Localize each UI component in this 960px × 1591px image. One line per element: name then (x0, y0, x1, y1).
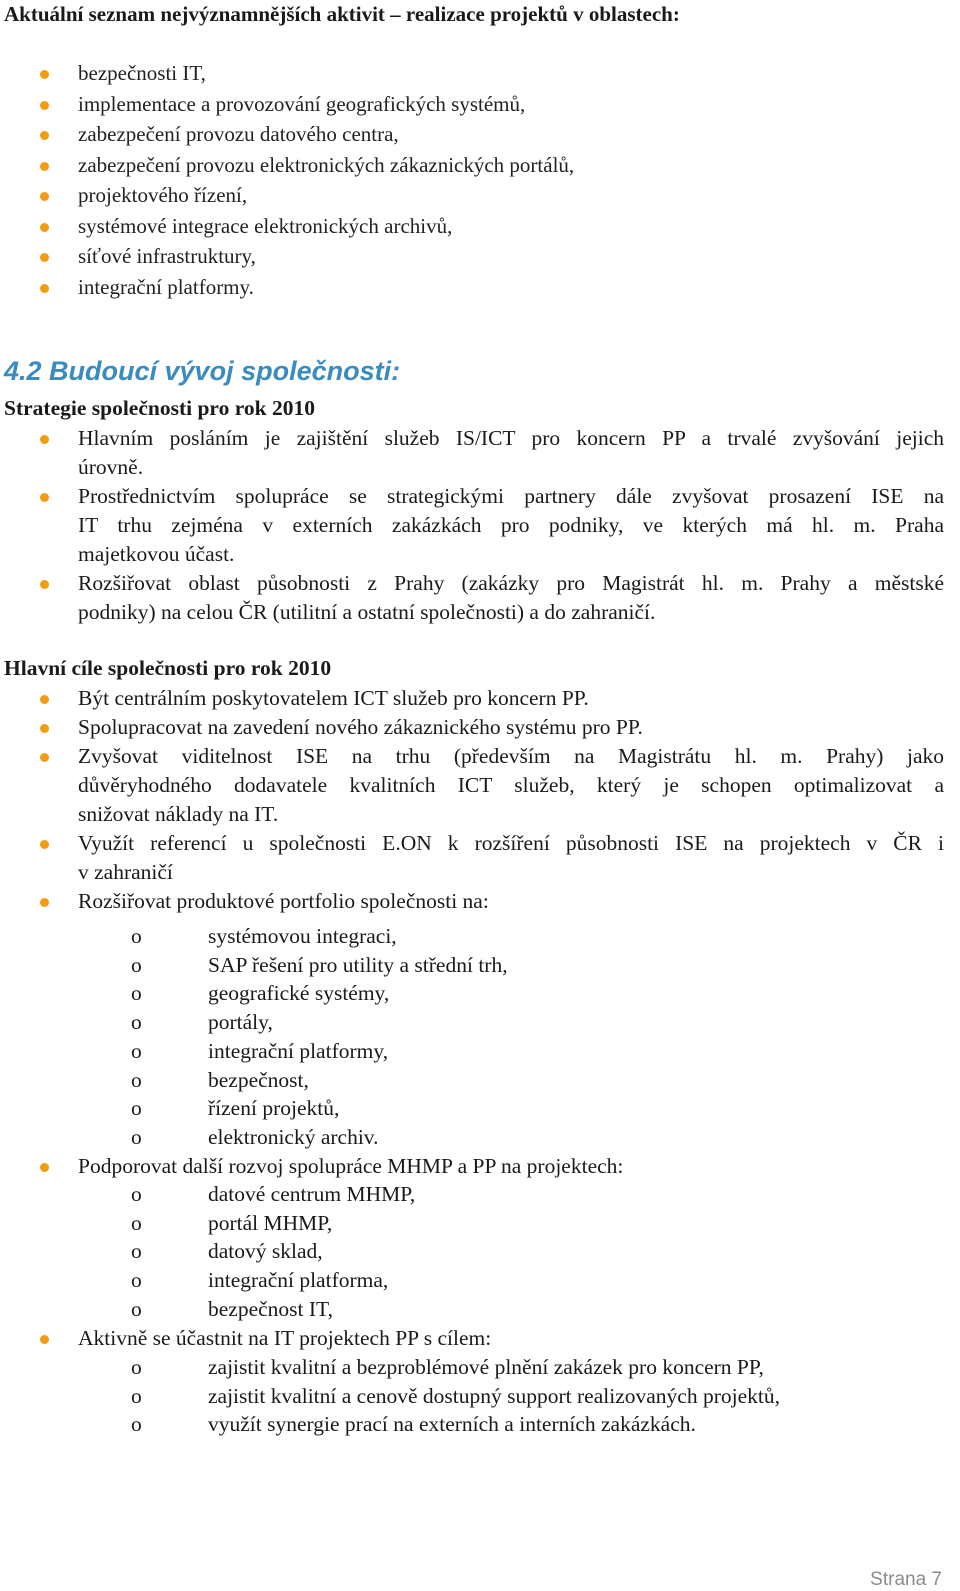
sub-list-item: o portál MHMP, (0, 1209, 415, 1238)
sub-bullet-icon: o (131, 1296, 142, 1321)
bullet-icon (40, 840, 49, 849)
bullet-icon (40, 223, 49, 232)
list-item: Spolupracovat na zavedení nového zákaznického systému pro PP. (0, 713, 944, 742)
sub-list-item: o portály, (0, 1008, 508, 1037)
bullet-icon (40, 131, 49, 140)
bullet-icon (40, 1335, 49, 1344)
bullet-icon (40, 898, 49, 907)
sub-bullet-icon: o (131, 924, 142, 948)
goals-list (0, 684, 944, 916)
list-item: Hlavním posláním je zajištění služeb IS/ICT pro koncern PP a trvalé zvyšování jejich úrovně. (0, 424, 944, 482)
sub-bullet-icon: o (131, 1182, 142, 1206)
intro-heading: Aktuální seznam nejvýznamnějších aktivit – realizace projektů v oblastech: (4, 2, 680, 26)
bullet-icon (40, 101, 49, 110)
sub-list-item: o SAP řešení pro utility a střední trh, (0, 951, 508, 980)
bullet-icon (40, 695, 49, 704)
bullet-icon (40, 493, 49, 502)
sub-list-item: o zajistit kvalitní a cenově dostupný support realizovaných projektů, (0, 1382, 780, 1411)
sub-bullet-icon: o (131, 1010, 142, 1035)
sub-bullet-icon: o (131, 1355, 142, 1379)
list-item: bezpečnosti IT, (0, 58, 574, 89)
portfolio-sublist (0, 922, 508, 1152)
sub-bullet-icon: o (131, 981, 142, 1006)
sub-bullet-icon: o (131, 1096, 142, 1121)
sub-bullet-icon: o (131, 1124, 142, 1149)
list-item: projektového řízení, (0, 180, 574, 211)
list-item: síťové infrastruktury, (0, 241, 574, 272)
sub-list-item: o využít synergie prací na externích a interních zakázkách. (0, 1410, 780, 1439)
strategy-title: Strategie společnosti pro rok 2010 (4, 396, 315, 420)
section-heading: 4.2 Budoucí vývoj společnosti: (4, 356, 401, 386)
sub-list-item: o systémovou integraci, (0, 922, 508, 951)
bullet-icon (40, 70, 49, 79)
sub-bullet-icon: o (131, 1210, 142, 1235)
list-item: Využít referencí u společnosti E.ON k rozšíření působnosti ISE na projektech v ČR i v zahraničí (0, 829, 944, 887)
list-item: zabezpečení provozu datového centra, (0, 119, 574, 150)
bullet-icon (40, 162, 49, 171)
sub-list-item: o integrační platformy, (0, 1037, 508, 1066)
bullet-icon (40, 253, 49, 262)
list-item: Aktivně se účastnit na IT projektech PP s cílem: (0, 1324, 944, 1353)
bullet-icon (40, 1163, 49, 1172)
sub-bullet-icon: o (131, 1239, 142, 1264)
sub-bullet-icon: o (131, 1383, 142, 1408)
bullet-icon (40, 192, 49, 201)
bullet-icon (40, 284, 49, 293)
bullet-icon (40, 753, 49, 762)
sub-list-item: o integrační platforma, (0, 1266, 415, 1295)
sub-list-item: o bezpečnost IT, (0, 1295, 415, 1324)
goals-list-continued-2 (0, 1324, 944, 1353)
page-number: Strana 7 (870, 1569, 942, 1590)
sub-list-item: o datový sklad, (0, 1237, 415, 1266)
list-item: zabezpečení provozu elektronických zákaznických portálů, (0, 150, 574, 181)
goals-title: Hlavní cíle společnosti pro rok 2010 (4, 656, 332, 680)
goals-list-continued (0, 1152, 944, 1181)
list-item: Být centrálním poskytovatelem ICT služeb pro koncern PP. (0, 684, 944, 713)
sub-list-item: o geografické systémy, (0, 979, 508, 1008)
sub-list-item: o bezpečnost, (0, 1066, 508, 1095)
sub-bullet-icon: o (131, 1038, 142, 1063)
it-projects-sublist (0, 1353, 780, 1439)
bullet-icon (40, 580, 49, 589)
sub-list-item: o datové centrum MHMP, (0, 1180, 415, 1209)
list-item: Rozšiřovat produktové portfolio společnosti na: (0, 887, 944, 916)
activities-list (0, 58, 574, 302)
sub-bullet-icon: o (131, 1067, 142, 1092)
list-item: implementace a provozování geografických systémů, (0, 89, 574, 120)
list-item: Podporovat další rozvoj spolupráce MHMP a PP na projektech: (0, 1152, 944, 1181)
list-item: Zvyšovat viditelnost ISE na trhu (především na Magistrátu hl. m. Prahy) jako důvěryhodného dodavatele kvalitních ICT služeb, který je schopen optimalizovat a snižovat náklady na IT. (0, 742, 944, 829)
sub-bullet-icon: o (131, 952, 142, 977)
sub-list-item: o elektronický archiv. (0, 1123, 508, 1152)
sub-bullet-icon: o (131, 1412, 142, 1437)
bullet-icon (40, 435, 49, 444)
list-item: integrační platformy. (0, 272, 574, 303)
sub-list-item: o zajistit kvalitní a bezproblémové plnění zakázek pro koncern PP, (0, 1353, 780, 1382)
sub-bullet-icon: o (131, 1268, 142, 1293)
list-item: Prostřednictvím spolupráce se strategickými partnery dále zvyšovat prosazení ISE na IT trhu zejména v externích zakázkách pro podniky, ve kterých má hl. m. Praha majetkovou účast. (0, 482, 944, 569)
list-item: systémové integrace elektronických archivů, (0, 211, 574, 242)
list-item: Rozšiřovat oblast působnosti z Prahy (zakázky pro Magistrát hl. m. Prahy a městské podniky) na celou ČR (utilitní a ostatní společnosti) a do zahraničí. (0, 569, 944, 627)
strategy-list (0, 424, 944, 627)
mhmp-sublist (0, 1180, 415, 1324)
sub-list-item: o řízení projektů, (0, 1094, 508, 1123)
bullet-icon (40, 724, 49, 733)
